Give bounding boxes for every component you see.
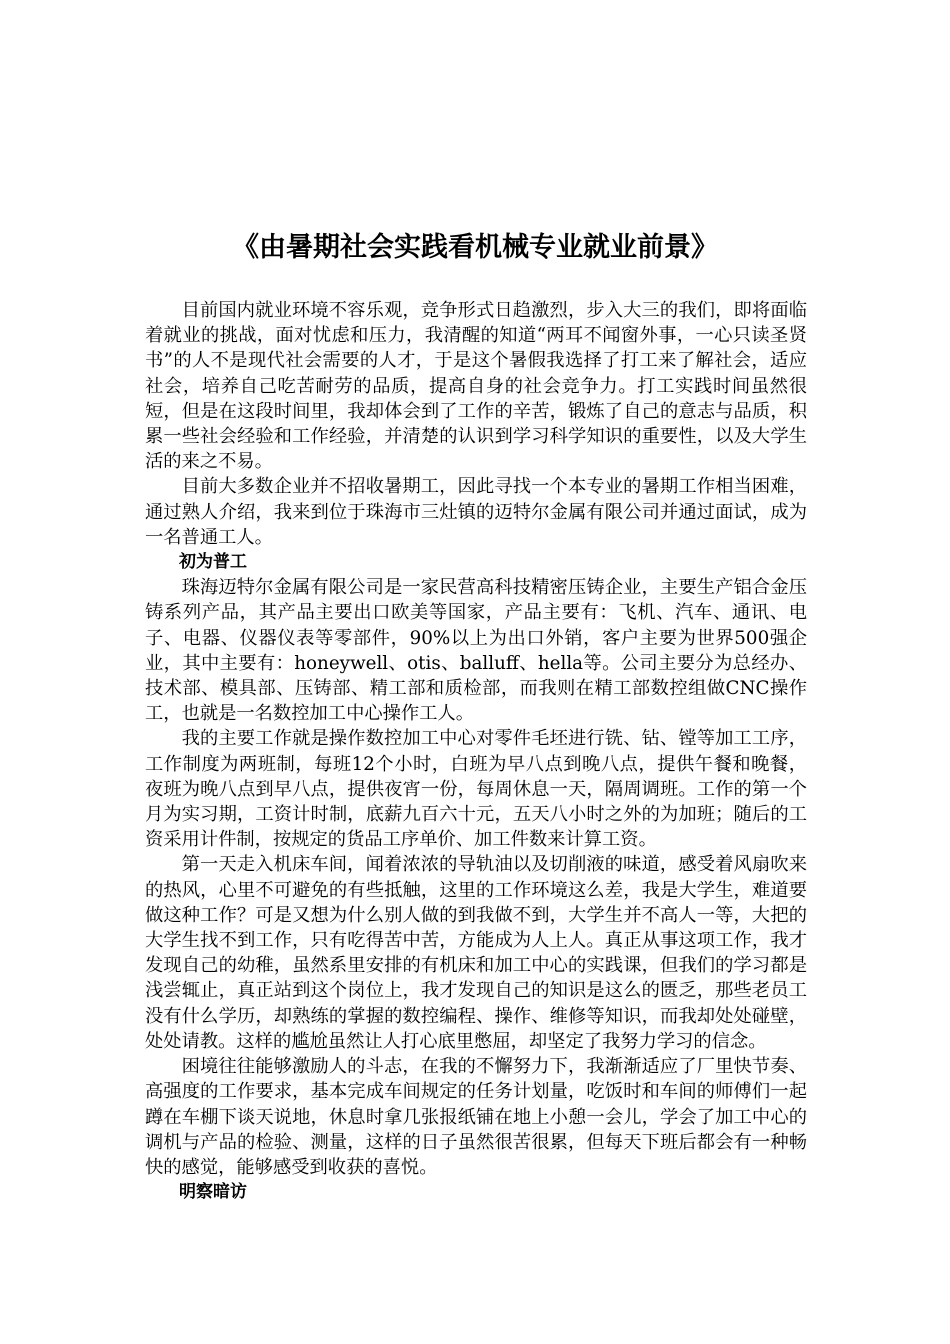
paragraph-adaptation: 困境往往能够激励人的斗志，在我的不懈努力下，我渐渐适应了厂里快节奏、高强度的工作要求，基本完成车间规定的任务计划量，吃饭时和车间的师傅们一起蹲在车棚下谈天说地，休息时拿几张报纸铺在地上小憩一会儿，学会了加工中心的调机与产品的检验、测量，这样的日子虽然很苦很累，但每天下班后都会有一种畅快的感觉，能够感受到收获的喜悦。	[145, 1056, 807, 1178]
document-body	[145, 298, 807, 1205]
paragraph-first-day: 第一天走入机床车间，闻着浓浓的导轨油以及切削液的味道，感受着风扇吹来的热风，心里不可避免的有些抵触，这里的工作环境这么差，我是大学生，难道要做这种工作？可是又想为什么别人做的到我做不到，大学生并不高人一等，大把的大学生找不到工作，只有吃得苦中苦，方能成为人上人。真正从事这项工作，我才发现自己的幼稚，虽然系里安排的有机床和加工中心的实践课，但我们的学习都是浅尝辄止，真正站到这个岗位上，我才发现自己的知识是这么的匮乏，那些老员工没有什么学历，却熟练的掌握的数控编程、操作、维修等知识，而我却处处碰壁，处处请教。这样的尴尬虽然让人打心底里憋屈，却坚定了我努力学习的信念。	[145, 854, 807, 1052]
paragraph-job-search: 目前大多数企业并不招收暑期工，因此寻找一个本专业的暑期工作相当困难，通过熟人介绍，我来到位于珠海市三灶镇的迈特尔金属有限公司并通过面试，成为一名普通工人。	[145, 476, 807, 548]
paragraph-work-duties: 我的主要工作就是操作数控加工中心对零件毛坯进行铣、钻、镗等加工工序，工作制度为两班制，每班12个小时，白班为早八点到晚八点，提供午餐和晚餐，夜班为晚八点到早八点，提供夜宵一份，每周休息一天，隔周调班。工作的第一个月为实习期，工资计时制，底薪九百六十元，五天八小时之外的为加班；随后的工资采用计件制，按规定的货品工序单价、加工件数来计算工资。	[145, 728, 807, 851]
section-heading-ordinary-worker: 初为普工	[179, 552, 247, 573]
paragraph-company-profile: 珠海迈特尔金属有限公司是一家民营高科技精密压铸企业，主要生产铝合金压铸系列产品，其产品主要出口欧美等国家，产品主要有：飞机、汽车、通讯、电子、电器、仪器仪表等零部件，90%以上为出口外销，客户主要为世界500强企业，其中主要有：honeywell、otis、balluff、hella等。公司主要分为总经办、技术部、模具部、压铸部、精工部和质检部，而我则在精工部数控组做CNC操作工，也就是一名数控加工中心操作工人。	[145, 577, 807, 725]
paragraph-intro: 目前国内就业环境不容乐观，竞争形式日趋激烈，步入大三的我们，即将面临着就业的挑战，面对忧虑和压力，我清醒的知道“两耳不闻窗外事，一心只读圣贤书”的人不是现代社会需要的人才，于是这个暑假我选择了打工来了解社会，适应社会，培养自己吃苦耐劳的品质，提高自身的社会竞争力。打工实践时间虽然很短，但是在这段时间里，我却体会到了工作的辛苦，锻炼了自己的意志与品质，积累一些社会经验和工作经验，并清楚的认识到学习科学知识的重要性，以及大学生活的来之不易。	[145, 300, 807, 473]
document-title: 《由暑期社会实践看机械专业就业前景》	[232, 232, 718, 263]
section-heading-observation: 明察暗访	[179, 1182, 247, 1203]
